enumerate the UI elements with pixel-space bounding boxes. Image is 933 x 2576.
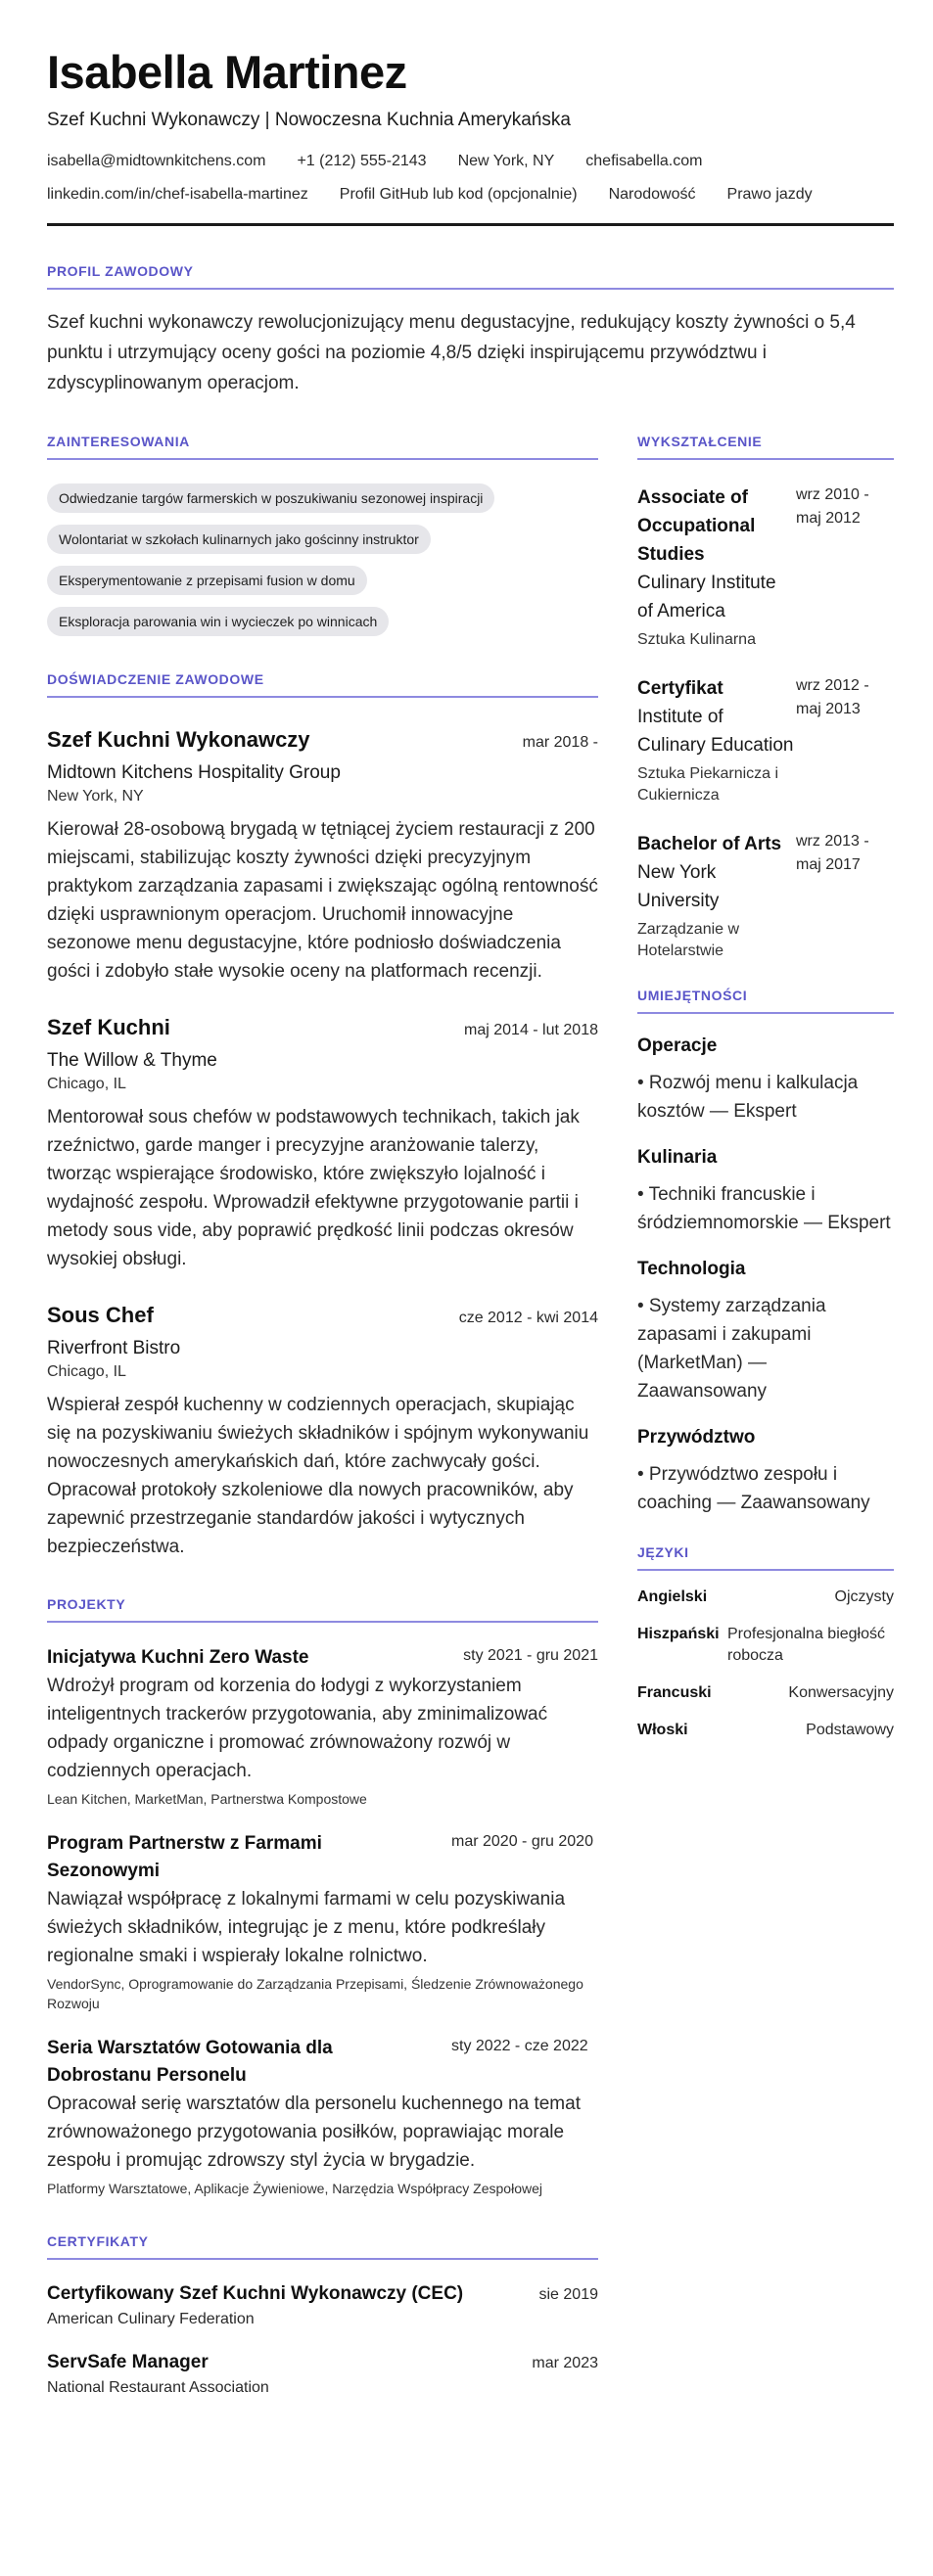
language-name: Hiszpański [637,1625,720,1642]
job-entry [47,1015,598,1273]
section-divider [47,696,598,698]
candidate-name: Isabella Martinez [47,46,407,98]
contact-email[interactable]: isabella@midtownkitchens.com [47,152,266,169]
header-divider [47,223,894,226]
language-level: Podstawowy [806,1721,894,1738]
project-date: sty 2022 - cze 2022 [451,2037,588,2054]
education-field: Zarządzanie w Hotelarstwie [637,920,740,959]
job-location: New York, NY [47,787,144,805]
contact-list [47,151,860,206]
certification-issuer: National Restaurant Association [47,2378,269,2396]
skill-item: • Techniki francuskie i śródziemnomorskie — Ekspert [637,1183,891,1233]
project-title: Seria Warsztatów Gotowania dla Dobrostanu Personelu [47,2037,333,2086]
skill-item: • Systemy zarządzania zapasami i zakupami (MarketMan) — Zaawansowany [637,1295,826,1402]
section-divider [47,458,598,460]
job-description: Kierował 28-osobową brygadą w tętniącej życiem restauracji z 200 miejscami, stabilizując koszty żywności dzięki precyzyjnym praktykom zarządzania zapasami i zwiększając ogólną rentowność dzięki usprawnionym operacjom. Uruchomił innowacyjne sezonowe menu degustacyjne, które podniosło doświadczenia gości i zdobyło stałe wysokie oceny na platformach recenzji. [47,818,598,982]
section-divider [47,1621,598,1623]
skill-category: Kulinaria [637,1146,718,1168]
certification-entry [47,2283,598,2328]
skills-section-title: UMIEJĘTNOŚCI [637,987,748,1003]
language-entry [637,1682,894,1704]
education-date: wrz 2010 - maj 2012 [796,485,869,527]
resume-header [47,47,894,226]
project-title: Program Partnerstw z Farmami Sezonowymi [47,1832,322,1881]
project-tech: Lean Kitchen, MarketMan, Partnerstwa Kompostowe [47,1790,367,1807]
project-description: Opracował serię warsztatów dla personelu kuchennego na temat zrównoważonego przygotowania posiłków, poprawiając morale zespołu i promując zdrowszy styl życia w brygadzie. [47,2093,581,2171]
certification-entry [47,2352,598,2397]
job-company: The Willow & Thyme [47,1049,217,1071]
interests-section [47,434,598,636]
job-title: Sous Chef [47,1302,154,1327]
two-column-layout [47,434,894,2397]
interest-chip: Odwiedzanie targów farmerskich w poszukiwaniu sezonowej inspiracji [47,483,494,513]
contact-github[interactable]: Profil GitHub lub kod (opcjonalnie) [339,185,578,203]
education-degree: Bachelor of Arts [637,833,782,854]
project-entry [47,2035,598,2198]
project-date: mar 2020 - gru 2020 [451,1832,593,1850]
education-school: New York University [637,861,720,911]
job-date: maj 2014 - lut 2018 [464,1021,598,1038]
certification-title: ServSafe Manager [47,2351,209,2372]
experience-section [47,671,598,1561]
skill-category: Operacje [637,1035,718,1056]
certification-date: sie 2019 [538,2285,598,2303]
language-name: Włoski [637,1721,688,1738]
section-divider [47,288,894,290]
job-title: Szef Kuchni Wykonawczy [47,726,310,752]
profile-summary: Szef kuchni wykonawczy rewolucjonizujący menu degustacyjne, redukujący koszty żywności o 5,4 punktu i utrzymujący oceny gości na poziomie 4,8/5 dzięki inspirującemu przywództwu i zdyscyplinowanym operacjom. [47,311,856,393]
job-description: Wspierał zespół kuchenny w codziennych operacjach, skupiając się na pozyskiwaniu świeżych składników i spójnym wykonywaniu nowoczesnych amerykańskich dań, które zachwycały gości. Opracował protokoły szkoleniowe dla nowych pracowników, aby zapewnić przestrzeganie standardów jakości i wytycznych bezpieczeństwa. [47,1394,589,1557]
language-level: Ojczysty [834,1587,894,1605]
job-location: Chicago, IL [47,1075,126,1092]
education-field: Sztuka Piekarnicza i Cukiernicza [637,764,779,804]
project-description: Wdrożył program od korzenia do łodygi z wykorzystaniem inteligentnych trackerów przygotowania, aby zminimalizować odpady organiczne i promować zrównoważony rozwój w codziennych operacjach. [47,1675,548,1781]
project-entry [47,1644,598,1809]
certifications-section-title: CERTYFIKATY [47,2232,149,2249]
education-entry [637,830,894,962]
education-entry [637,674,894,806]
language-entry [637,1720,894,1741]
project-description: Nawiązał współpracę z lokalnymi farmami w celu pozyskiwania świeżych składników, integrując je z menu, które podkreślały regionalne smaki i wspierały lokalne rolnictwo. [47,1888,566,1966]
job-entry [47,1303,598,1561]
skill-item: • Przywództwo zespołu i coaching — Zaawansowany [637,1463,870,1513]
job-date: mar 2018 - [522,733,598,751]
project-entry [47,1830,598,2013]
section-divider [47,2258,598,2260]
interests-section-title: ZAINTERESOWANIA [47,433,190,449]
project-tech: Platformy Warsztatowe, Aplikacje Żywieniowe, Narzędzia Współpracy Zespołowej [47,2180,542,2196]
education-school: Institute of Culinary Education [637,706,794,756]
certifications-section [47,2233,598,2397]
education-date: wrz 2013 - maj 2017 [796,832,869,873]
contact-website[interactable]: chefisabella.com [585,152,703,169]
skills-section [637,988,894,1517]
language-level: Profesjonalna biegłość robocza [727,1625,885,1664]
language-name: Angielski [637,1587,708,1605]
skill-item: • Rozwój menu i kalkulacja kosztów — Ekspert [637,1072,859,1122]
interests-list [47,483,598,636]
interest-chip: Eksperymentowanie z przepisami fusion w domu [47,566,367,595]
project-tech: VendorSync, Oprogramowanie do Zarządzania Przepisami, Śledzenie Zrównoważonego Rozwoju [47,1975,583,2011]
education-degree: Associate of Occupational Studies [637,486,756,565]
language-name: Francuski [637,1683,712,1701]
education-entry [637,483,894,651]
contact-linkedin[interactable]: linkedin.com/in/chef-isabella-martinez [47,185,308,203]
interest-chip: Wolontariat w szkołach kulinarnych jako gościnny instruktor [47,525,431,554]
job-company: Riverfront Bistro [47,1337,181,1358]
right-column [637,434,894,2397]
project-title: Inicjatywa Kuchni Zero Waste [47,1646,309,1668]
education-school: Culinary Institute of America [637,572,776,621]
contact-phone[interactable]: +1 (212) 555-2143 [297,152,427,169]
job-date: cze 2012 - kwi 2014 [458,1309,598,1326]
skill-category: Przywództwo [637,1426,756,1448]
section-divider [637,458,894,460]
projects-section [47,1596,598,2198]
education-date: wrz 2012 - maj 2013 [796,676,869,717]
profile-section-title: PROFIL ZAWODOWY [47,262,194,279]
section-divider [637,1569,894,1571]
job-location: Chicago, IL [47,1362,126,1380]
certification-issuer: American Culinary Federation [47,2310,255,2327]
project-date: sty 2021 - gru 2021 [463,1646,598,1664]
candidate-headline: Szef Kuchni Wykonawczy | Nowoczesna Kuchnia Amerykańska [47,109,571,130]
job-entry [47,727,598,986]
language-entry [637,1587,894,1608]
section-divider [637,1012,894,1014]
languages-section [637,1544,894,1741]
education-field: Sztuka Kulinarna [637,630,756,648]
contact-nationality: Narodowość [608,185,696,203]
skill-category: Technologia [637,1258,746,1279]
language-level: Konwersacyjny [788,1683,894,1701]
job-title: Szef Kuchni [47,1014,170,1039]
contact-driving-license: Prawo jazdy [726,185,813,203]
left-column [47,434,598,2397]
education-section-title: WYKSZTAŁCENIE [637,433,763,449]
profile-section [47,263,894,398]
certification-title: Certyfikowany Szef Kuchni Wykonawczy (CEC) [47,2282,464,2304]
education-degree: Certyfikat [637,677,723,699]
language-entry [637,1624,894,1667]
job-company: Midtown Kitchens Hospitality Group [47,761,341,783]
certification-date: mar 2023 [532,2354,598,2371]
job-description: Mentorował sous chefów w podstawowych technikach, takich jak rzeźnictwo, garde manger i precyzyjne aranżowanie talerzy, tworząc wspierające środowisko, które zwiększyło lojalność i wydajność zespołu. Wprowadził efektywne przygotowanie partii i metody sous vide, aby poprawić prędkość linii podczas okresów wysokiej obsługi. [47,1106,580,1269]
experience-section-title: DOŚWIADCZENIE ZAWODOWE [47,670,264,687]
languages-section-title: JĘZYKI [637,1543,689,1560]
interest-chip: Eksploracja parowania win i wycieczek po winnicach [47,607,389,636]
education-section [637,434,894,962]
contact-location: New York, NY [457,152,555,169]
projects-section-title: PROJEKTY [47,1595,126,1612]
